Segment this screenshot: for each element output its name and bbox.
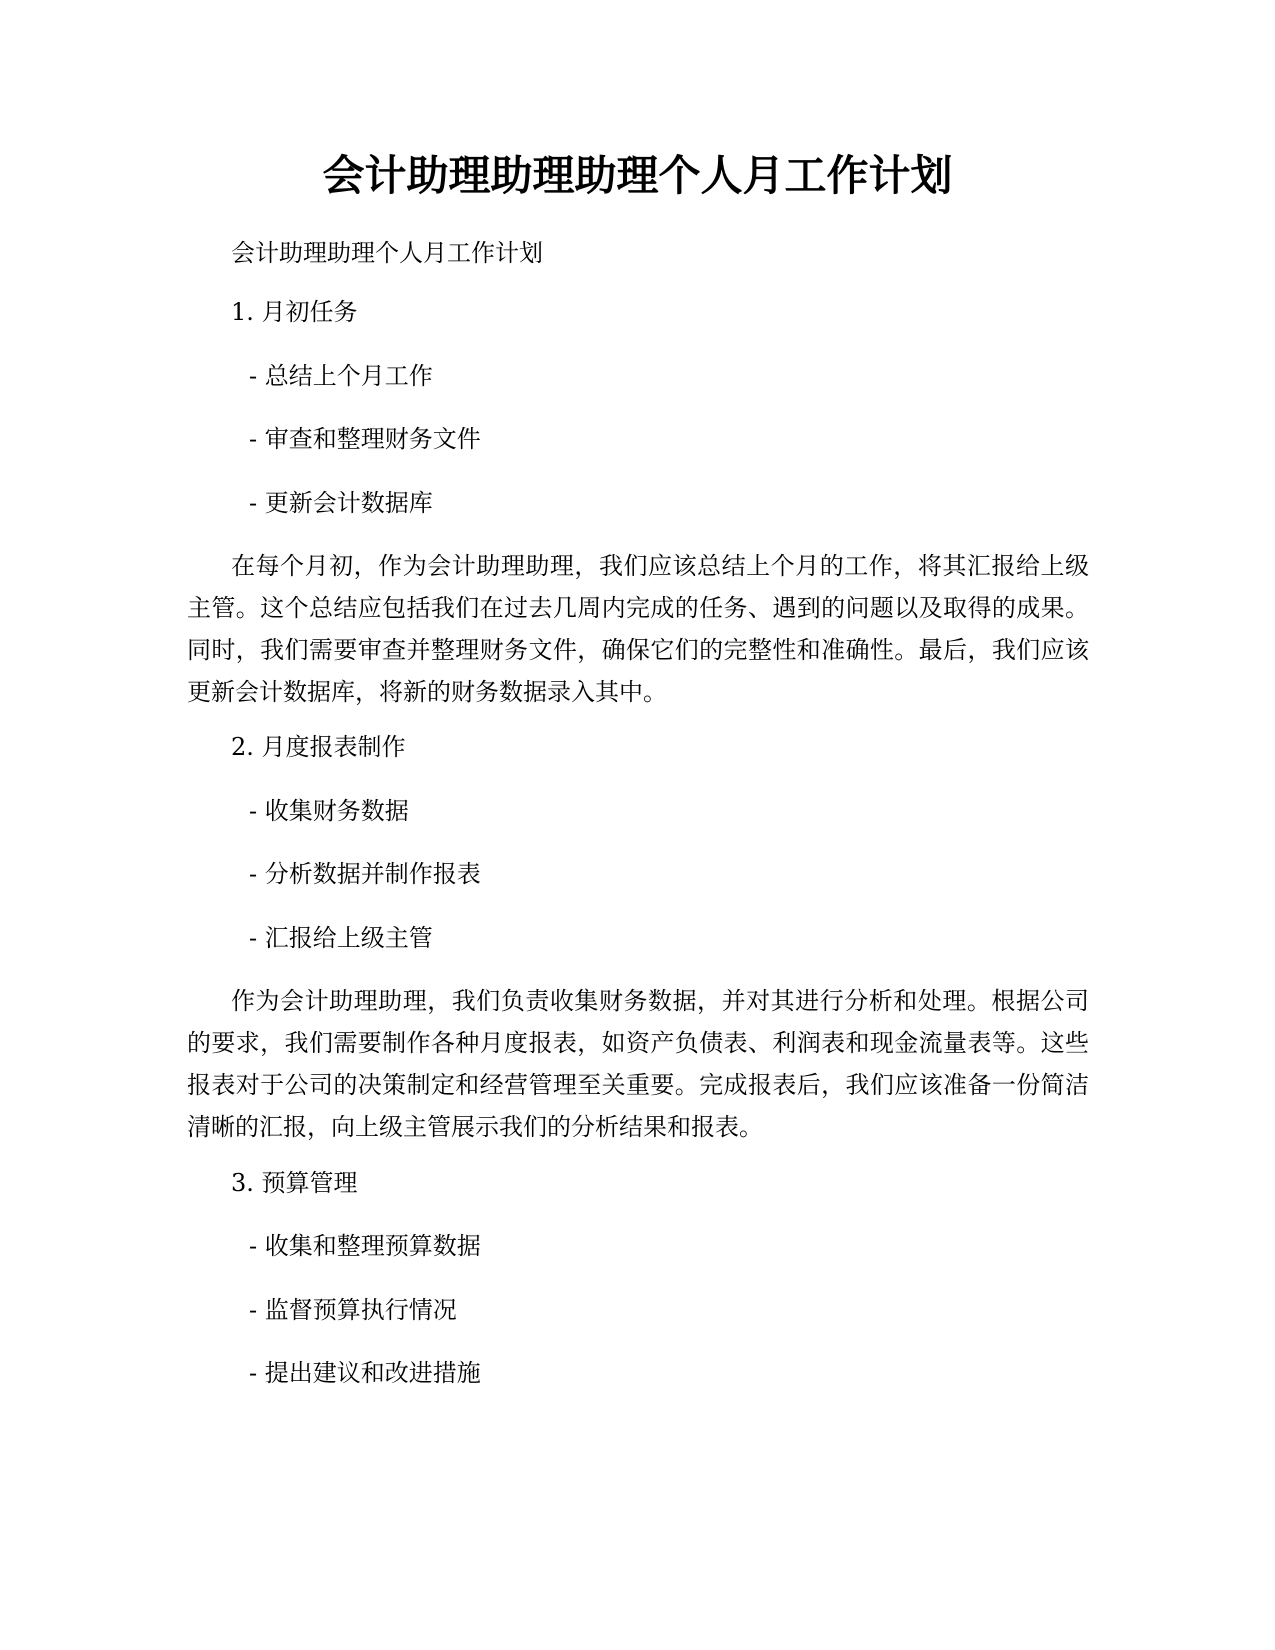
section-heading: 2. 月度报表制作: [231, 733, 406, 761]
list-item: - 收集和整理预算数据: [249, 1232, 481, 1260]
document-subtitle: 会计助理助理个人月工作计划: [231, 239, 543, 267]
list-item: - 监督预算执行情况: [249, 1296, 457, 1324]
section-heading: 1. 月初任务: [231, 298, 358, 326]
list-item: - 总结上个月工作: [249, 362, 433, 390]
list-item: - 审查和整理财务文件: [249, 425, 481, 453]
list-item: - 更新会计数据库: [249, 489, 433, 517]
list-item: - 收集财务数据: [249, 797, 409, 825]
list-item: - 提出建议和改进措施: [249, 1359, 481, 1387]
list-item: - 汇报给上级主管: [249, 924, 433, 952]
document-title: 会计助理助理助理个人月工作计划: [322, 151, 953, 200]
body-paragraph: 作为会计助理助理，我们负责收集财务数据，并对其进行分析和处理。根据公司的要求，我们需要制作各种月度报表，如资产负债表、利润表和现金流量表等。这些报表对于公司的决策制定和经营管理至关重要。完成报表后，我们应该准备一份简洁清晰的汇报，向上级主管展示我们的分析结果和报表。: [187, 987, 1089, 1141]
list-item: - 分析数据并制作报表: [249, 860, 481, 888]
section-heading: 3. 预算管理: [231, 1169, 358, 1197]
body-paragraph: 在每个月初，作为会计助理助理，我们应该总结上个月的工作，将其汇报给上级主管。这个总结应包括我们在过去几周内完成的任务、遇到的问题以及取得的成果。同时，我们需要审查并整理财务文件，确保它们的完整性和准确性。最后，我们应该更新会计数据库，将新的财务数据录入其中。: [187, 552, 1089, 706]
